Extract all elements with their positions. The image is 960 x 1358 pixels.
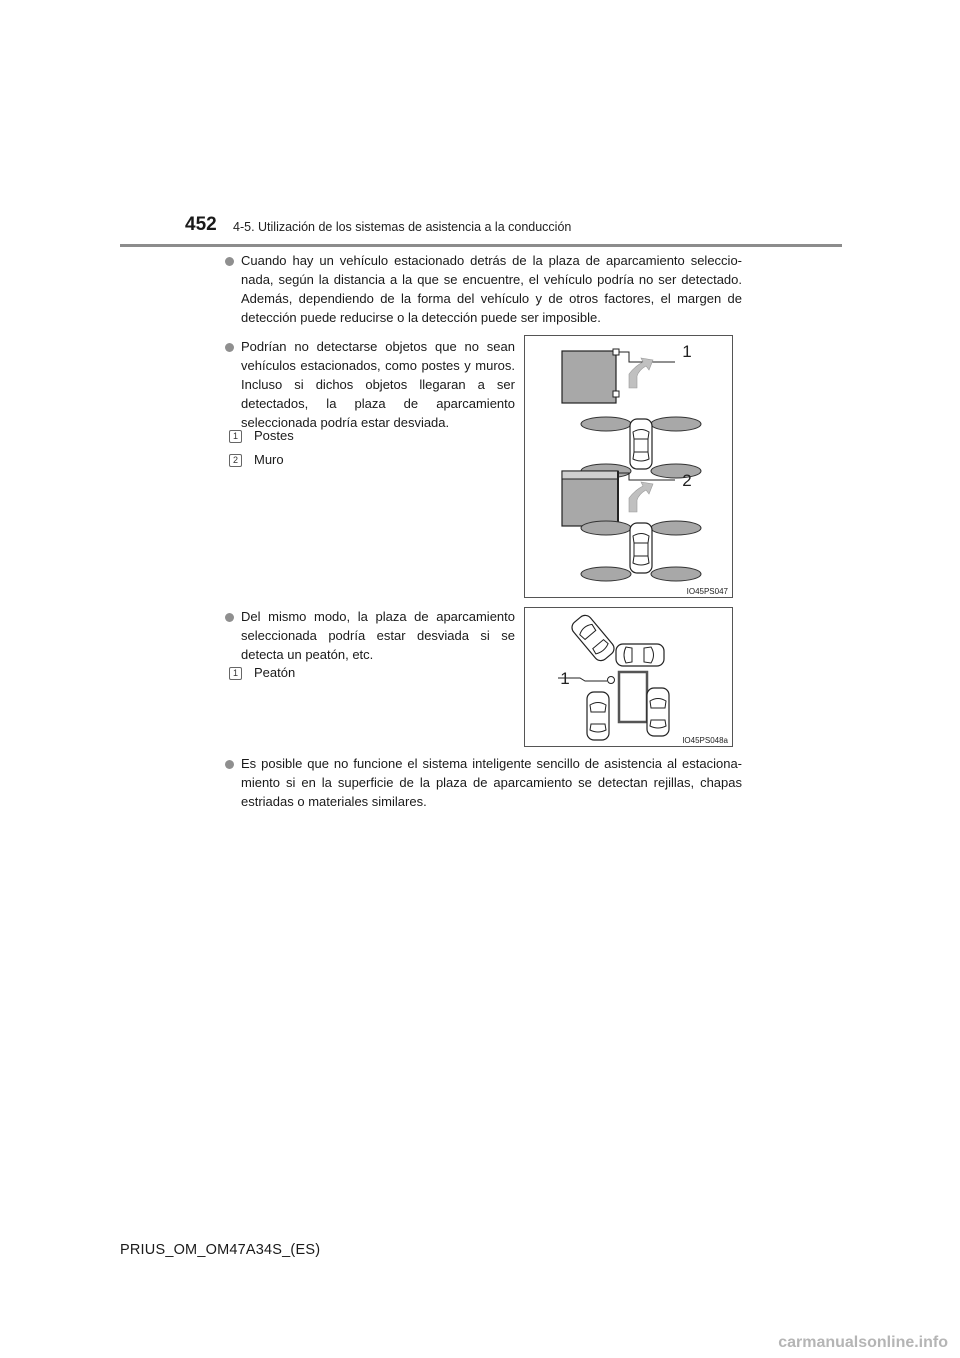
callout-2-label: 2 xyxy=(682,471,692,490)
paragraph-rear-vehicle: Cuando hay un vehículo estacionado detrás de la plaza de aparcamiento seleccio-nada, según la distancia a la que se encuentre, el vehículo podría no ser detectado. Además, dependiendo de la forma del vehículo y de otros factores, el margen de detección puede reducirse o la detección puede ser imposible. xyxy=(241,253,742,325)
header-rule xyxy=(120,244,842,247)
watermark: carmanualsonline.info xyxy=(778,1334,948,1351)
figure-posts-wall xyxy=(524,335,733,598)
legend-item-posts xyxy=(229,428,294,443)
legend-number: 1 xyxy=(229,667,242,680)
legend-number: 1 xyxy=(229,430,242,443)
callout-1-label: 1 xyxy=(560,669,570,688)
callout-1-label: 1 xyxy=(682,342,692,361)
legend-number: 2 xyxy=(229,454,242,467)
bullet-icon xyxy=(225,613,234,622)
paragraph-grating-surfaces: Es posible que no funcione el sistema inteligente sencillo de asistencia al estaciona-miento si en la superficie de la plaza de aparcamiento se detectan rejillas, chapas estriadas o materiales similares. xyxy=(241,756,742,809)
legend-label: Peatón xyxy=(254,665,296,680)
legend-label: Muro xyxy=(254,452,284,467)
page-number: 452 xyxy=(185,214,217,235)
bullet-icon xyxy=(225,760,234,769)
paragraph-posts-walls: Podrían no detectarse objetos que no sean vehículos estacionados, como postes y muros. Incluso si dichos objetos llegaran a ser detectados, la plaza de aparcamiento seleccionada podría estar desviada. xyxy=(241,339,515,430)
figure-pedestrian xyxy=(524,607,733,747)
bullet-icon xyxy=(225,343,234,352)
legend-label: Postes xyxy=(254,428,294,443)
legend-item-wall xyxy=(229,452,284,467)
figure-code: IO45PS048a xyxy=(682,736,728,745)
bullet-icon xyxy=(225,257,234,266)
legend-item-pedestrian xyxy=(229,665,295,680)
paragraph-pedestrian: Del mismo modo, la plaza de aparcamiento seleccionada podría estar desviada si se detecta un peatón, etc. xyxy=(241,609,515,662)
section-title: 4-5. Utilización de los sistemas de asistencia a la conducción xyxy=(233,220,572,234)
figure-code: IO45PS047 xyxy=(686,587,728,596)
document-id: PRIUS_OM_OM47A34S_(ES) xyxy=(120,1242,321,1258)
